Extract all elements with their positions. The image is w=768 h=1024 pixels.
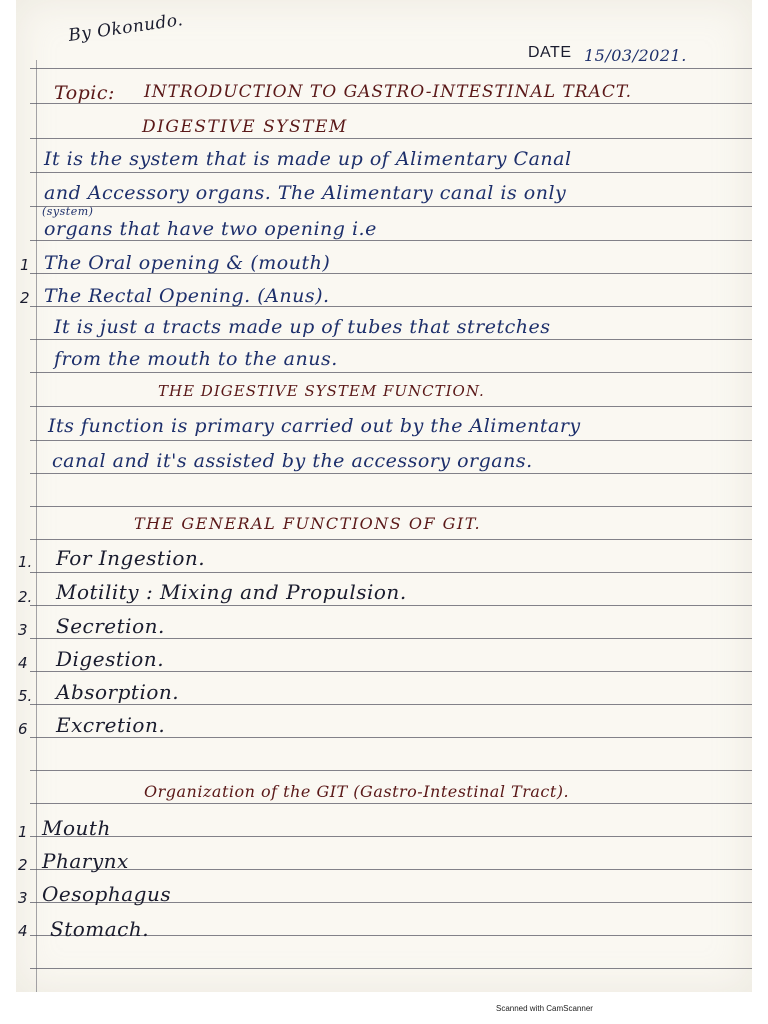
ruled-line [30, 605, 752, 606]
date-value: 15/03/2021. [584, 46, 687, 65]
list-number: 1. [18, 553, 33, 571]
paragraph-note: (system) [42, 205, 94, 218]
ruled-line [30, 240, 752, 241]
list-number: 5. [18, 687, 33, 705]
list-number: 2. [18, 588, 33, 606]
author-signature: By Okonudo. [67, 10, 185, 46]
ruled-line [30, 372, 752, 373]
list-item: Stomach. [50, 917, 150, 941]
topic-title: INTRODUCTION TO GASTRO-INTESTINAL TRACT. [144, 82, 633, 102]
ruled-line [30, 572, 752, 573]
paragraph-line: It is just a tracts made up of tubes that stretches [54, 316, 551, 338]
ruled-line [30, 704, 752, 705]
list-number: 2 [20, 289, 30, 307]
list-number: 4 [18, 654, 28, 672]
ruled-line [30, 638, 752, 639]
ruled-line [30, 869, 752, 870]
list-item: Oesophagus [42, 882, 172, 906]
list-number: 3 [18, 889, 28, 907]
list-item: For Ingestion. [56, 546, 206, 570]
notebook-page [16, 0, 752, 992]
ruled-line [30, 172, 752, 173]
paragraph-line: organs that have two opening i.e [44, 218, 377, 240]
heading-system-function: THE DIGESTIVE SYSTEM FUNCTION. [158, 382, 485, 400]
heading-digestive-system: DIGESTIVE SYSTEM [142, 117, 348, 137]
ruled-line [30, 803, 752, 804]
list-item: Pharynx [42, 849, 129, 873]
ruled-line [30, 68, 752, 69]
ruled-line [30, 206, 752, 207]
topic-label: Topic: [54, 82, 115, 104]
ruled-line [30, 440, 752, 441]
ruled-line [30, 473, 752, 474]
ruled-line [30, 968, 752, 969]
ruled-line [30, 339, 752, 340]
list-item: The Rectal Opening. (Anus). [44, 285, 330, 307]
ruled-line [30, 671, 752, 672]
list-number: 2 [18, 856, 28, 874]
list-item: Mouth [42, 816, 111, 840]
heading-organization: Organization of the GIT (Gastro-Intestinal Tract). [144, 782, 570, 801]
list-item: Digestion. [56, 647, 165, 671]
ruled-line [30, 737, 752, 738]
heading-general-functions: THE GENERAL FUNCTIONS OF GIT. [134, 514, 482, 533]
list-item: Absorption. [56, 680, 180, 704]
ruled-line [30, 506, 752, 507]
list-number: 3 [18, 621, 28, 639]
list-number: 1 [18, 823, 28, 841]
scanner-watermark: Scanned with CamScanner [496, 1004, 593, 1013]
list-number: 6 [18, 720, 28, 738]
paragraph-line: Its function is primary carried out by the Alimentary [48, 415, 581, 437]
ruled-line [30, 770, 752, 771]
ruled-line [30, 138, 752, 139]
margin-line [36, 60, 37, 992]
paragraph-line: from the mouth to the anus. [54, 348, 338, 370]
paragraph-line: and Accessory organs. The Alimentary canal is only [44, 182, 567, 204]
paragraph-line: It is the system that is made up of Alimentary Canal [44, 148, 572, 170]
list-item: The Oral opening & (mouth) [44, 252, 331, 274]
date-label: DATE [528, 44, 572, 61]
list-number: 1 [20, 256, 30, 274]
list-item: Excretion. [56, 713, 166, 737]
ruled-line [30, 406, 752, 407]
ruled-line [30, 539, 752, 540]
ruled-line [30, 836, 752, 837]
paragraph-line: canal and it's assisted by the accessory organs. [52, 450, 533, 472]
ruled-line [30, 103, 752, 104]
list-item: Motility : Mixing and Propulsion. [56, 580, 407, 604]
list-number: 4 [18, 922, 28, 940]
list-item: Secretion. [56, 614, 165, 638]
